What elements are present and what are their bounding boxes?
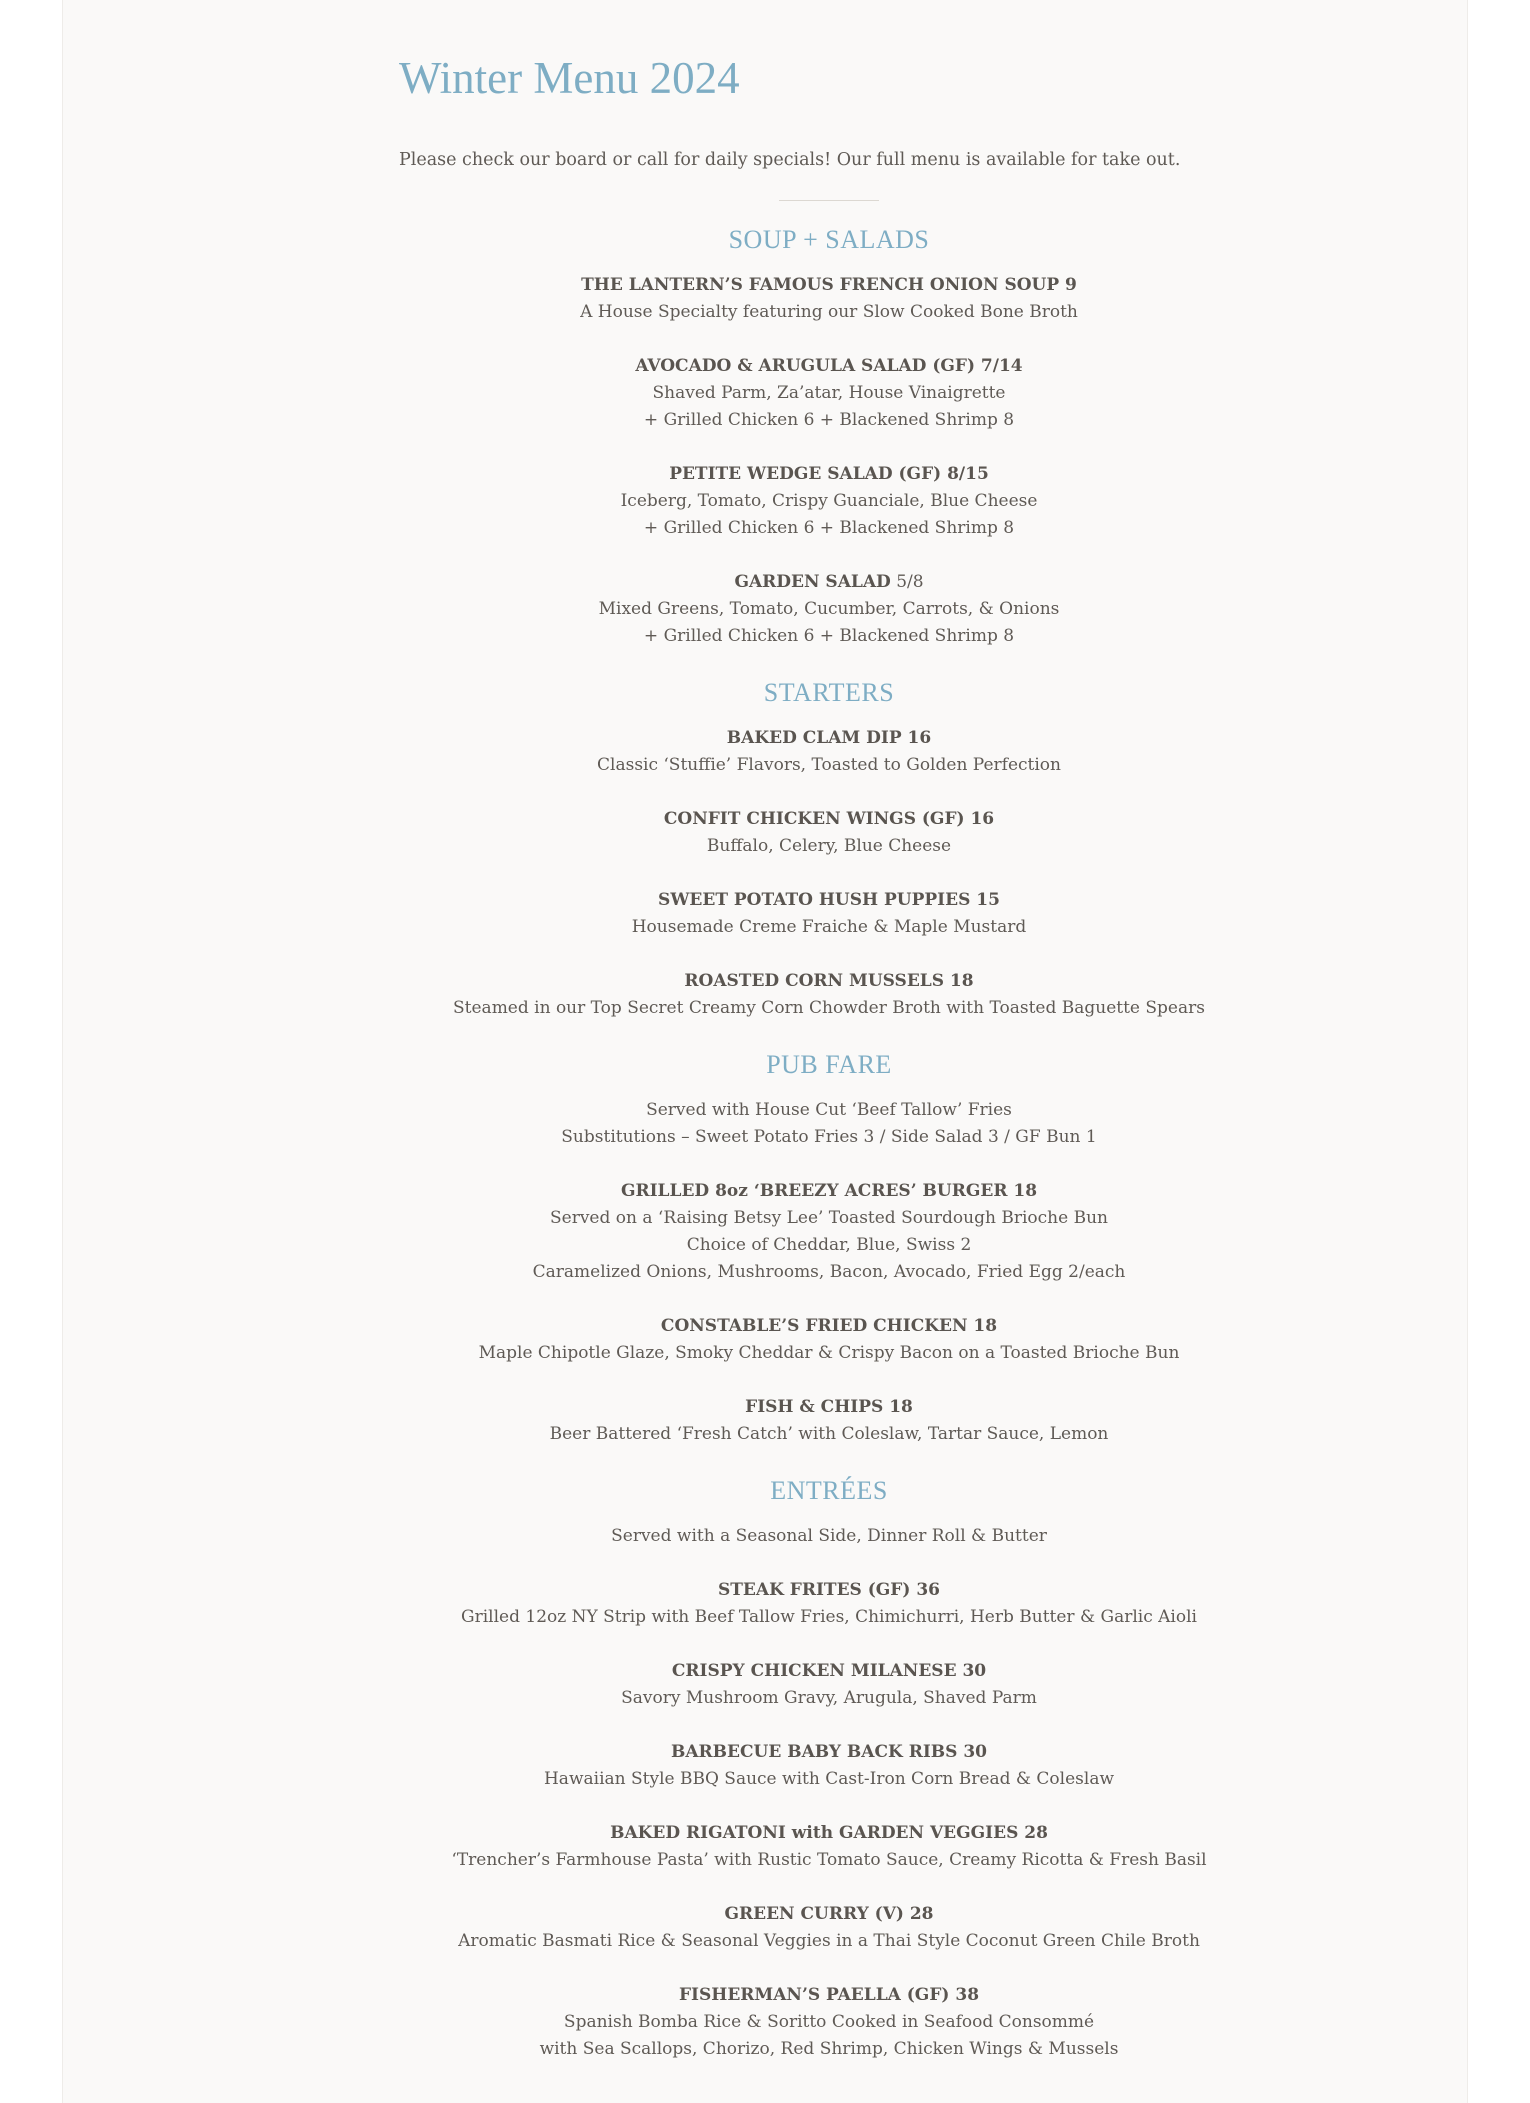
menu-item-description: Choice of Cheddar, Blue, Swiss 2 — [686, 1235, 972, 1255]
menu-page — [62, 0, 1468, 2103]
menu-item-title — [399, 1901, 1259, 1928]
menu-item — [399, 1982, 1259, 2063]
menu-item-title — [399, 1739, 1259, 1766]
menu-item-name: AVOCADO & ARUGULA SALAD (GF) 7/14 — [635, 356, 1023, 376]
menu-item-name: STEAK FRITES (GF) 36 — [718, 1580, 940, 1600]
menu-item — [399, 1739, 1259, 1793]
section-heading — [399, 1049, 1259, 1097]
menu-section — [399, 224, 1259, 650]
menu-item-name: GARDEN SALAD — [734, 572, 891, 592]
menu-item-description: Buffalo, Celery, Blue Cheese — [706, 836, 952, 856]
menu-item-description: Iceberg, Tomato, Crispy Guanciale, Blue Cheese — [620, 491, 1038, 511]
menu-item — [399, 968, 1259, 1022]
menu-item-title — [399, 806, 1259, 833]
menu-item — [399, 569, 1259, 650]
menu-item-description: Spanish Bomba Rice & Soritto Cooked in Seafood Consommé — [563, 2012, 1095, 2032]
menu-item — [399, 1577, 1259, 1631]
menu-item-description: Steamed in our Top Secret Creamy Corn Chowder Broth with Toasted Baguette Spears — [453, 998, 1205, 1018]
menu-item-title — [399, 1313, 1259, 1340]
menu-item-description: Served on a ‘Raising Betsy Lee’ Toasted Sourdough Brioche Bun — [550, 1208, 1108, 1228]
menu-item-title — [399, 1577, 1259, 1604]
menu-item-name: FISH & CHIPS 18 — [745, 1397, 913, 1417]
menu-item-name: GRILLED 8oz ‘BREEZY ACRES’ BURGER 18 — [620, 1181, 1038, 1201]
menu-item-description: Beer Battered ‘Fresh Catch’ with Coleslaw, Tartar Sauce, Lemon — [549, 1424, 1109, 1444]
menu-item-name: CRISPY CHICKEN MILANESE 30 — [671, 1661, 987, 1681]
menu-item — [399, 725, 1259, 779]
menu-item-title — [399, 887, 1259, 914]
page-title: Winter Menu 2024 — [399, 53, 740, 103]
menu-item-name: PETITE WEDGE SALAD (GF) 8/15 — [669, 464, 989, 484]
section-note — [399, 1523, 1259, 1550]
section-note-line: Substitutions – Sweet Potato Fries 3 / Side Salad 3 / GF Bun 1 — [561, 1127, 1097, 1147]
menu-item-description: Hawaiian Style BBQ Sauce with Cast-Iron Corn Bread & Coleslaw — [543, 1769, 1115, 1789]
menu-item-description: ‘Trencher’s Farmhouse Pasta’ with Rustic Tomato Sauce, Creamy Ricotta & Fresh Basil — [451, 1850, 1207, 1870]
menu-item-name: THE LANTERN’S FAMOUS FRENCH ONION SOUP 9 — [581, 275, 1077, 295]
section-heading — [399, 1475, 1259, 1523]
menu-item-title — [399, 272, 1259, 299]
section-note-line: Served with House Cut ‘Beef Tallow’ Fries — [646, 1100, 1012, 1120]
menu-item-title — [399, 353, 1259, 380]
menu-item — [399, 353, 1259, 434]
menu-item-description: Housemade Creme Fraiche & Maple Mustard — [631, 917, 1027, 937]
menu-item-title — [399, 461, 1259, 488]
divider — [779, 200, 879, 201]
section-heading — [399, 677, 1259, 725]
menu-item-description: with Sea Scallops, Chorizo, Red Shrimp, Chicken Wings & Mussels — [539, 2039, 1119, 2059]
menu-item-name: BARBECUE BABY BACK RIBS 30 — [670, 1742, 987, 1762]
menu-item-name: FISHERMAN’S PAELLA (GF) 38 — [678, 1985, 980, 2005]
menu-item-description: Mixed Greens, Tomato, Cucumber, Carrots, & Onions — [598, 599, 1060, 619]
menu-item-title — [399, 1820, 1259, 1847]
menu-item-description: Caramelized Onions, Mushrooms, Bacon, Avocado, Fried Egg 2/each — [532, 1262, 1126, 1282]
menu-item-name: BAKED RIGATONI with GARDEN VEGGIES 28 — [610, 1823, 1048, 1843]
section-note-line: Served with a Seasonal Side, Dinner Roll & Butter — [611, 1526, 1047, 1546]
menu-item-price: 5/8 — [896, 572, 924, 592]
menu-item — [399, 1901, 1259, 1955]
menu-item-description: + Grilled Chicken 6 + Blackened Shrimp 8 — [643, 518, 1015, 538]
section-heading — [399, 224, 1259, 272]
section-heading-text: ENTRÉES — [770, 1476, 888, 1505]
menu-item-title — [399, 1394, 1259, 1421]
section-heading-text: STARTERS — [763, 678, 895, 707]
menu-item-name: BAKED CLAM DIP 16 — [726, 728, 932, 748]
menu-item-name: SWEET POTATO HUSH PUPPIES 15 — [658, 890, 1000, 910]
section-note — [399, 1097, 1259, 1151]
menu-item — [399, 1658, 1259, 1712]
menu-item-description: Aromatic Basmati Rice & Seasonal Veggies in a Thai Style Coconut Green Chile Broth — [458, 1931, 1200, 1951]
menu-item — [399, 1178, 1259, 1286]
menu-item-description: A House Specialty featuring our Slow Cooked Bone Broth — [580, 302, 1078, 322]
menu-item-description: + Grilled Chicken 6 + Blackened Shrimp 8 — [643, 626, 1015, 646]
menu-item — [399, 1394, 1259, 1448]
menu-item — [399, 806, 1259, 860]
menu-item-name: CONFIT CHICKEN WINGS (GF) 16 — [663, 809, 995, 829]
menu-item-title — [399, 1982, 1259, 2009]
menu-item-title — [399, 1178, 1259, 1205]
menu-item-title — [399, 1658, 1259, 1685]
menu-item-name: GREEN CURRY (V) 28 — [724, 1904, 934, 1924]
menu-item-description: Classic ‘Stuffie’ Flavors, Toasted to Golden Perfection — [597, 755, 1061, 775]
menu-item-title — [399, 569, 1259, 596]
menu-item-description: + Grilled Chicken 6 + Blackened Shrimp 8 — [643, 410, 1015, 430]
menu-item-title — [399, 725, 1259, 752]
menu-item-description: Maple Chipotle Glaze, Smoky Cheddar & Crispy Bacon on a Toasted Brioche Bun — [478, 1343, 1180, 1363]
menu-item-name: ROASTED CORN MUSSELS 18 — [684, 971, 974, 991]
menu-item-description: Grilled 12oz NY Strip with Beef Tallow Fries, Chimichurri, Herb Butter & Garlic Aioli — [461, 1607, 1197, 1627]
menu-section — [399, 1049, 1259, 1448]
menu-item-title — [399, 968, 1259, 995]
menu-item — [399, 461, 1259, 542]
menu-item — [399, 1820, 1259, 1874]
menu-item — [399, 1313, 1259, 1367]
menu-section — [399, 677, 1259, 1022]
intro-text: Please check our board or call for daily specials! Our full menu is available for take out. — [399, 150, 1181, 170]
menu-section — [399, 1475, 1259, 2063]
section-heading-text: SOUP + SALADS — [728, 225, 930, 254]
menu-sections — [399, 224, 1259, 2090]
menu-item-name: CONSTABLE’S FRIED CHICKEN 18 — [660, 1316, 998, 1336]
menu-item — [399, 272, 1259, 326]
menu-item-description: Shaved Parm, Za’atar, House Vinaigrette — [652, 383, 1006, 403]
menu-item — [399, 887, 1259, 941]
menu-item-description: Savory Mushroom Gravy, Arugula, Shaved Parm — [621, 1688, 1037, 1708]
section-heading-text: PUB FARE — [766, 1050, 892, 1079]
